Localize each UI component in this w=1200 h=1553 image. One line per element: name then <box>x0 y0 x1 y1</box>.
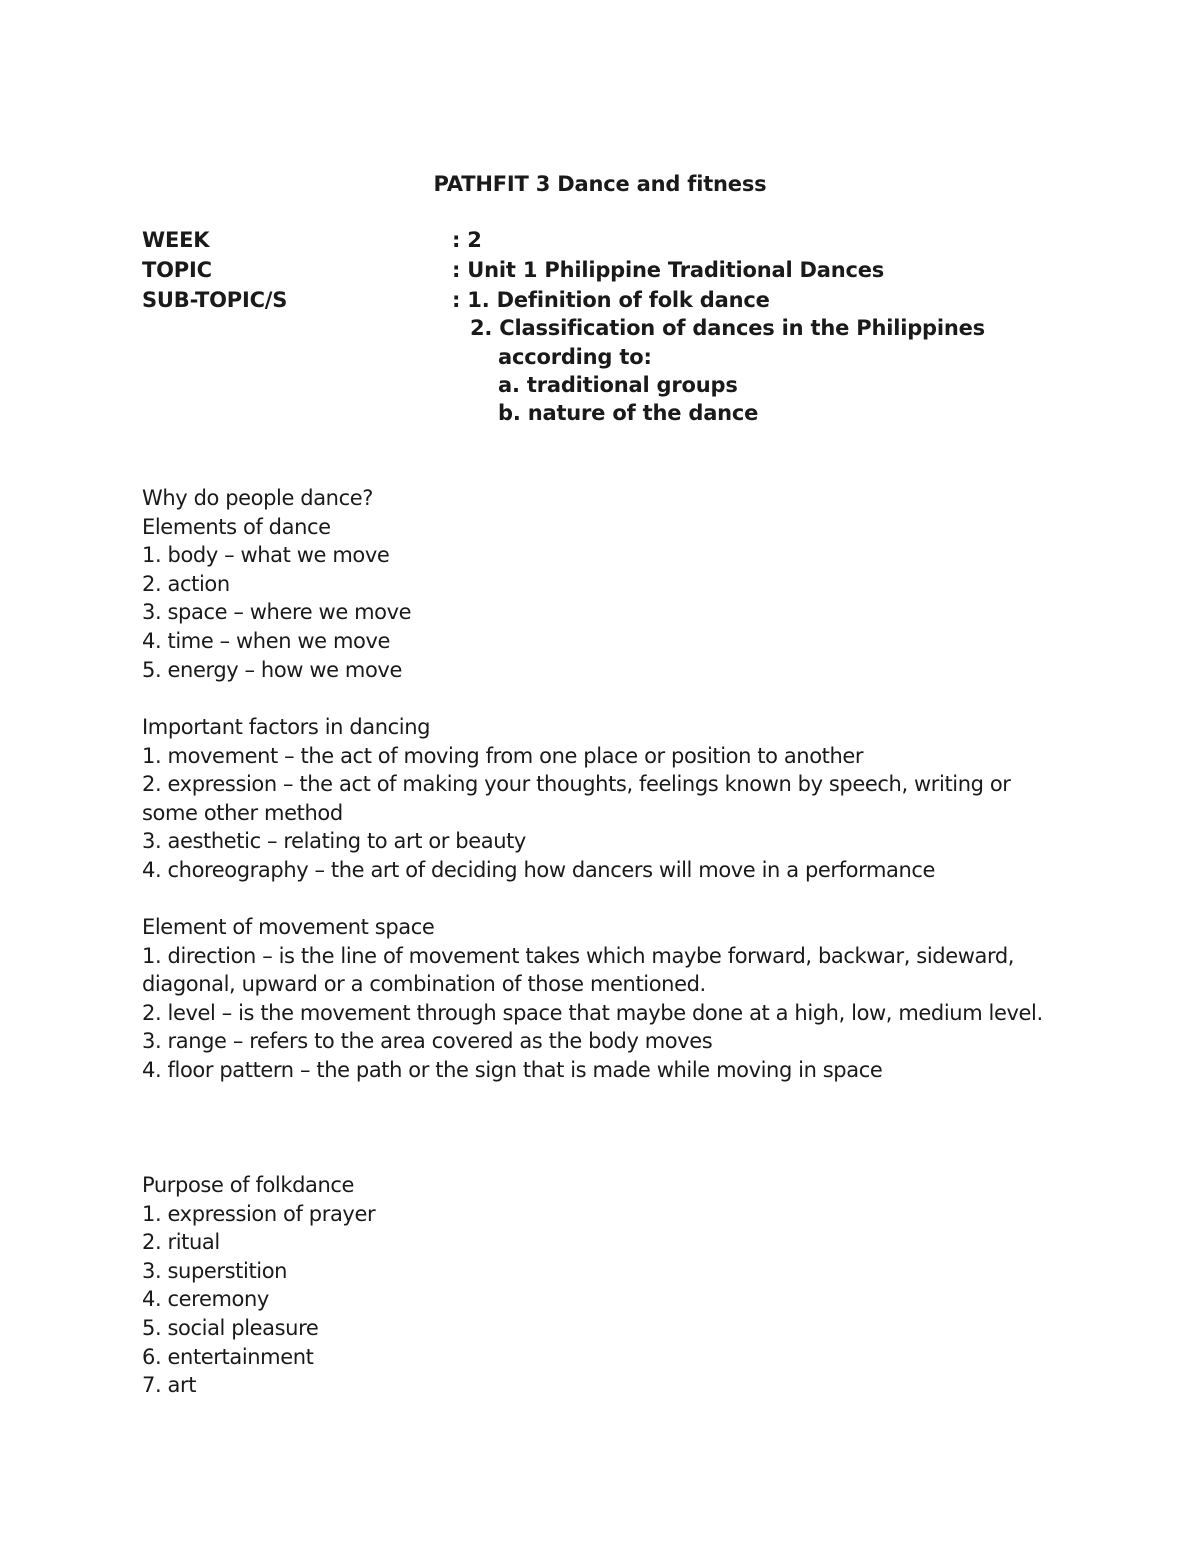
list-item: 2. action <box>142 571 230 596</box>
list-item: 2. level – is the movement through space that maybe done at a high, low, medium level. <box>142 1000 1043 1025</box>
list-item: 3. space – where we move <box>142 600 412 625</box>
list-item: 1. body – what we move <box>142 543 390 568</box>
factors-section <box>142 713 1072 885</box>
list-item: 4. ceremony <box>142 1287 269 1312</box>
list-item: 6. entertainment <box>142 1344 314 1369</box>
list-item: 4. choreography – the art of deciding how dancers will move in a performance <box>142 857 936 882</box>
list-item: 4. floor pattern – the path or the sign that is made while moving in space <box>142 1057 883 1082</box>
list-item: 5. social pleasure <box>142 1315 319 1340</box>
factors-heading: Important factors in dancing <box>142 715 431 739</box>
list-item: 1. movement – the act of moving from one place or position to another <box>142 743 864 768</box>
elements-section <box>142 484 1072 684</box>
list-item: 2. ritual <box>142 1230 220 1255</box>
subtopic-line: a. traditional groups <box>498 373 738 397</box>
list-item: 2. expression – the act of making your thoughts, feelings known by speech, writing or some other method <box>142 772 1011 825</box>
subtopic-line: 2. Classification of dances in the Philippines <box>470 316 985 340</box>
subtopic-value: : 1. Definition of folk dance <box>452 288 770 312</box>
subtopic-line: according to: <box>498 345 652 369</box>
list-item: 4. time – when we move <box>142 628 391 653</box>
list-item: 3. aesthetic – relating to art or beauty <box>142 829 526 854</box>
elements-heading: Elements of dance <box>142 514 331 539</box>
subtopic-label: SUB-TOPIC/S <box>142 288 288 312</box>
movement-space-section <box>142 913 1072 1085</box>
document-title: PATHFIT 3 Dance and fitness <box>433 172 767 196</box>
subtopic-line: b. nature of the dance <box>498 401 759 425</box>
movement-space-heading: Element of movement space <box>142 915 435 939</box>
purpose-section <box>142 1171 1072 1400</box>
purpose-heading: Purpose of folkdance <box>142 1173 355 1197</box>
list-item: 7. art <box>142 1373 197 1398</box>
list-item: 3. range – refers to the area covered as the body moves <box>142 1029 713 1054</box>
week-label: WEEK <box>142 228 210 252</box>
topic-label: TOPIC <box>142 258 212 282</box>
list-item: 3. superstition <box>142 1258 288 1283</box>
topic-value: : Unit 1 Philippine Traditional Dances <box>452 258 885 282</box>
list-item: 1. expression of prayer <box>142 1201 376 1226</box>
list-item: 5. energy – how we move <box>142 657 402 682</box>
list-item: 1. direction – is the line of movement takes which maybe forward, backwar, sideward, diagonal, upward or a combination of those mentioned. <box>142 943 1015 997</box>
week-value: : 2 <box>452 228 482 252</box>
why-question: Why do people dance? <box>142 486 374 510</box>
